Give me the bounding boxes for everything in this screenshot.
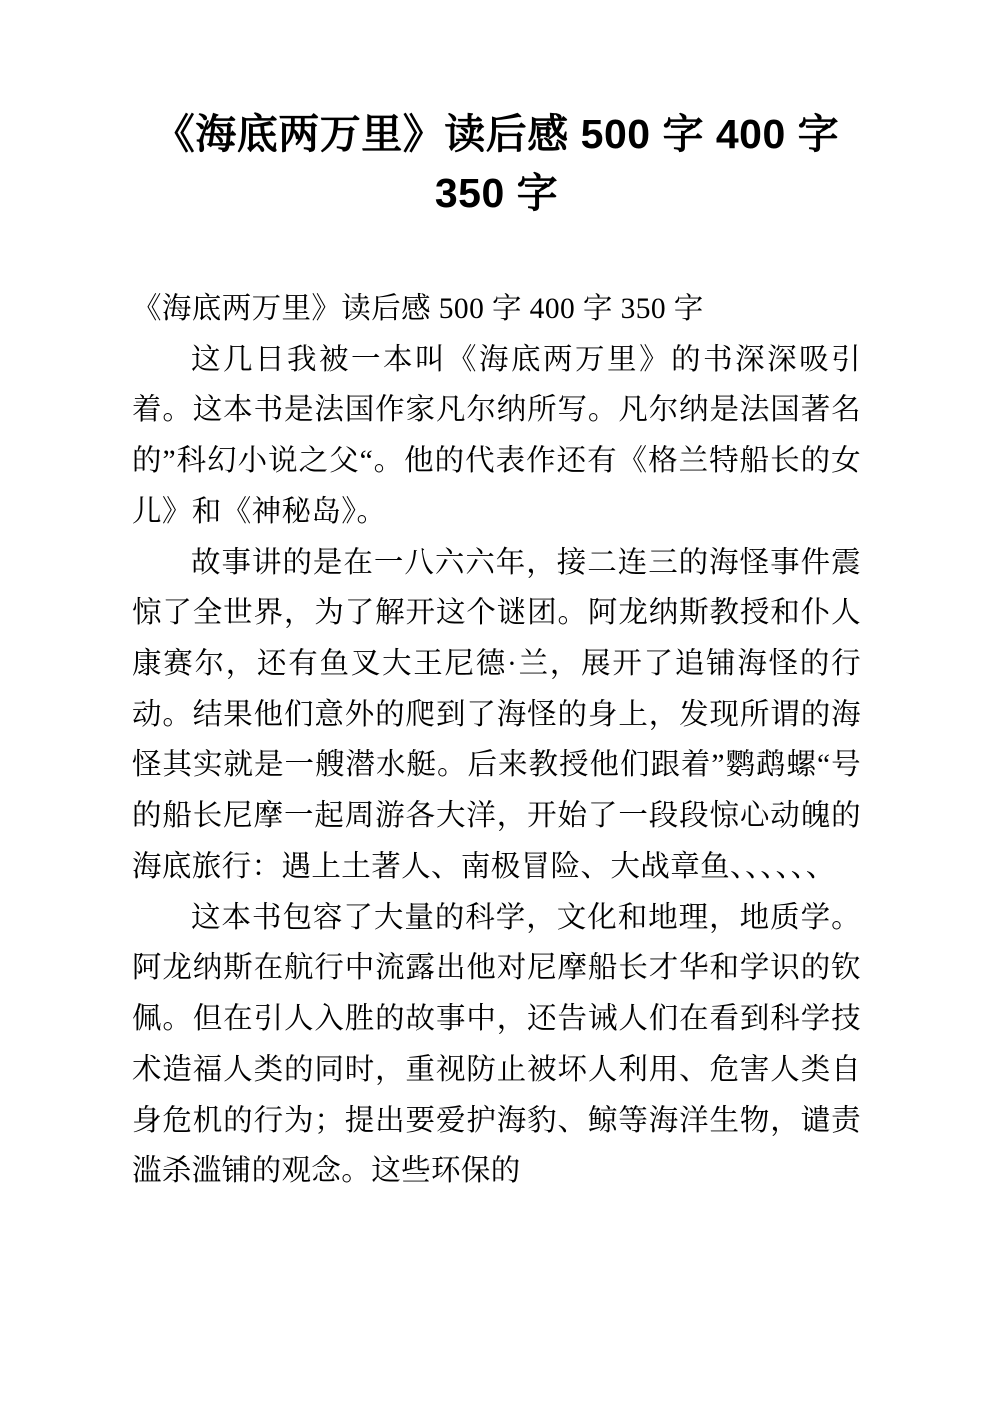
document-body bbox=[0, 224, 993, 1197]
paragraph-reflection: 这本书包容了大量的科学，文化和地理，地质学。阿龙纳斯在航行中流露出他对尼摩船长才华和学识的钦佩。但在引人入胜的故事中，还告诫人们在看到科学技术造福人类的同时，重视防止被坏人利用、危害人类自身危机的行为；提出要爱护海豹、鲸等海洋生物，谴责滥杀滥铺的观念。这些环保的 bbox=[132, 901, 861, 1188]
paragraph-heading-repeat: 《海底两万里》读后感 500 字 400 字 350 字 bbox=[132, 292, 704, 325]
paragraph-story: 故事讲的是在一八六六年，接二连三的海怪事件震惊了全世界，为了解开这个谜团。阿龙纳斯教授和仆人康赛尔，还有鱼叉大王尼德·兰，展开了追铺海怪的行动。结果他们意外的爬到了海怪的身上，发现所谓的海怪其实就是一艘潜水艇。后来教授他们跟着”鹦鹉螺“号的船长尼摩一起周游各大洋，开始了一段段惊心动魄的海底旅行：遇上土著人、南极冒险、大战章鱼、、、、、、 bbox=[132, 546, 861, 883]
paragraph-intro: 这几日我被一本叫《海底两万里》的书深深吸引着。这本书是法国作家凡尔纳所写。凡尔纳是法国著名的”科幻小说之父“。他的代表作还有《格兰特船长的女儿》和《神秘岛》。 bbox=[132, 343, 861, 528]
page-title: 《海底两万里》读后感 500 字 400 字 350 字 bbox=[153, 111, 840, 217]
